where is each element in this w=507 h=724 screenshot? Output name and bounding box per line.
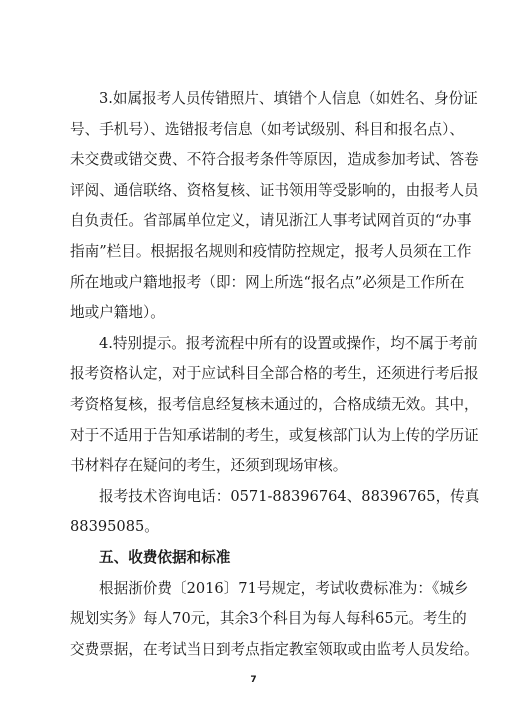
paragraph-4-line-1: 4.特别提示。报考流程中所有的设置或操作，均不属于考前 — [99, 334, 478, 352]
paragraph-4-line-4: 对于不适用于告知承诺制的考生，或复核部门认为上传的学历证 — [70, 426, 479, 444]
fees-line-3: 交费票据，在考试当日到考点指定教室领取或由监考人员发给。 — [70, 640, 479, 658]
paragraph-3-line-7: 所在地或户籍地报考（即：网上所选“报名点”必须是工作所在 — [70, 273, 465, 291]
contact-line-2: 88395085。 — [70, 518, 159, 536]
paragraph-3-line-3: 未交费或错交费、不符合报考条件等原因，造成参加考试、答卷 — [70, 151, 479, 169]
page-number: 7 — [250, 675, 257, 686]
paragraph-4-line-5: 书材料存在疑问的考生，还须到现场审核。 — [70, 457, 348, 475]
fees-line-1: 根据浙价费〔2016〕71号规定，考试收费标准为：《城乡 — [99, 579, 469, 597]
paragraph-4-line-3: 考资格复核，报考信息经复核未通过的，合格成绩无效。其中， — [70, 396, 479, 413]
paragraph-3-line-5: 自负责任。省部属单位定义，请见浙江人事考试网首页的“办事 — [70, 212, 472, 230]
paragraph-3-line-6: 指南”栏目。根据报名规则和疫情防控规定，报考人员须在工作 — [70, 243, 472, 260]
paragraph-3-line-4: 评阅、通信联络、资格复核、证书领用等受影响的，由报考人员 — [70, 181, 479, 199]
paragraph-3-line-8: 地或户籍地）。 — [70, 304, 165, 322]
fees-line-2: 规划实务》每人70元，其余3个科目为每人每科65元。考生的 — [70, 610, 467, 628]
contact-line-1: 报考技术咨询电话：0571-88396764、88396765，传真 — [99, 487, 480, 505]
paragraph-3-line-2: 号、手机号）、选错报考信息（如考试级别、科目和报名点）、 — [70, 120, 465, 138]
section-heading: 五、收费依据和标准 — [99, 549, 231, 566]
paragraph-3-line-1: 3.如属报考人员传错照片、填错个人信息（如姓名、身份证 — [99, 90, 478, 107]
paragraph-4-line-2: 报考资格认定，对于应试科目全部合格的考生，还须进行考后报 — [70, 365, 479, 383]
